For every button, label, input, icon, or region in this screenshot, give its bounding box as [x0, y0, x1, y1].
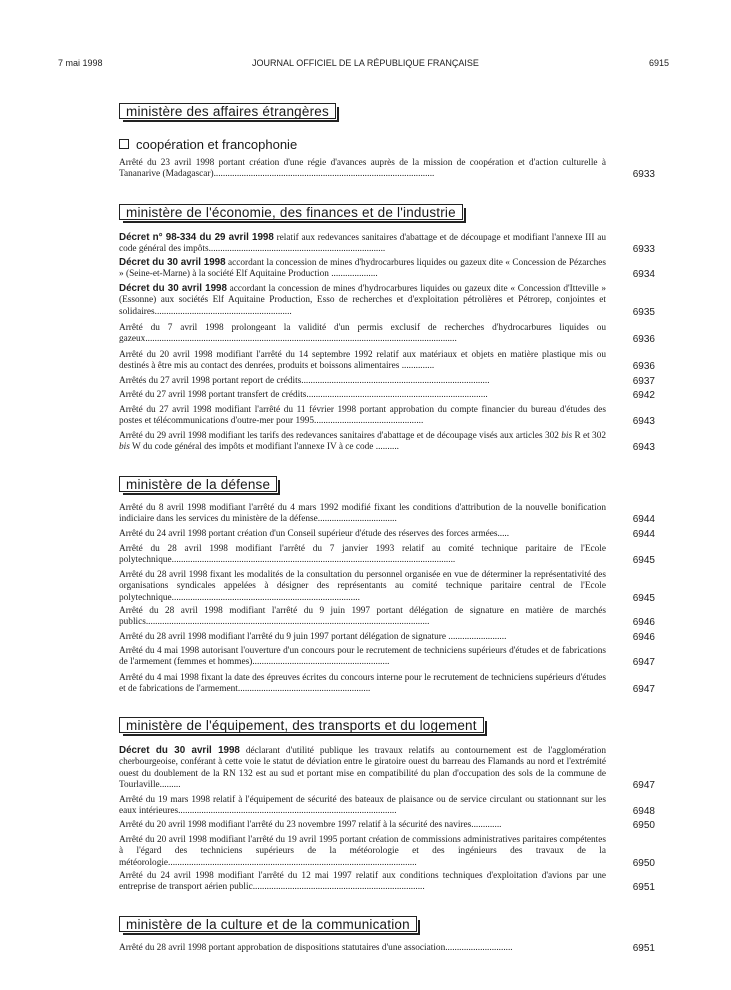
entry-text: Arrêté du 20 avril 1998 modifiant l'arrêté du 23 novembre 1997 relatif à la sécurité des navires............. — [119, 820, 502, 830]
toc-entry[interactable] — [119, 350, 655, 373]
entry-page: 6934 — [632, 269, 655, 281]
ministry-heading-economie: ministère de l'économie, des finances et de l'industrie — [119, 204, 463, 220]
toc-entry[interactable] — [119, 431, 655, 454]
entry-text: Arrêté du 28 avril 1998 modifiant l'arrêté du 7 janvier 1993 relatif au comité technique paritaire de l'Ecole polytechnique.......................................................................................................................... — [119, 544, 606, 566]
entry-page: 6950 — [632, 857, 655, 869]
entry-page: 6947 — [632, 657, 655, 669]
entry-text: Arrêté du 28 avril 1998 modifiant l'arrêté du 9 juin 1997 portant délégation de signature ......................... — [119, 632, 507, 642]
entry-text: Arrêtés du 27 avril 1998 portant report de crédits................................................................................. — [119, 376, 490, 386]
toc-entry[interactable] — [119, 835, 655, 869]
toc-entry[interactable] — [119, 871, 655, 894]
entry-text: Arrêté du 28 avril 1998 portant approbation de dispositions statutaires d'une association............................. — [119, 943, 513, 953]
toc-entry[interactable] — [119, 503, 655, 526]
toc-entry[interactable] — [119, 632, 655, 643]
ministry-heading-culture: ministère de la culture et de la communication — [119, 916, 417, 932]
entry-text: Arrêté du 28 avril 1998 fixant les modalités de la consultation du personnel organisée en vue de déterminer la représentativité des organisations syndicales appelées à désigner des représentants au comité technique paritaire central de l'Ecole polytechnique................................................................................. — [119, 570, 606, 603]
entry-text: Arrêté du 24 avril 1998 modifiant l'arrêté du 12 mai 1997 relatif aux conditions techniques d'exploitation d'avions par une entreprise de transport aérien public.......................................................................... — [119, 871, 606, 893]
entry-text: Arrêté du 28 avril 1998 modifiant l'arrêté du 9 juin 1997 portant délégation de signature en matière de marchés publics.......................................................................................................................... — [119, 606, 606, 628]
toc-entry[interactable] — [119, 376, 655, 387]
entry-page: 6935 — [632, 306, 655, 318]
entry-page: 6936 — [632, 334, 655, 346]
entry-page: 6945 — [632, 592, 655, 604]
entry-text: Arrêté du 20 avril 1998 modifiant l'arrêté du 14 septembre 1992 relatif aux matériaux et objets en matière plastique mis ou destinés à être mis au contact des denrées, produits et boissons alimentaires .............. — [119, 350, 606, 372]
entry-text: Arrêté du 4 mai 1998 fixant la date des épreuves écrites du concours interne pour le recrutement de techniciens supérieurs d'études et de fabrications de l'armement......................................................... — [119, 673, 606, 695]
entry-text: Arrêté du 27 avril 1998 modifiant l'arrêté du 11 février 1998 portant approbation du compte financier du bureau d'études des postes et télécommunications d'outre-mer pour 1995............................................... — [119, 405, 606, 427]
ministry-heading-affaires-etrangeres: ministère des affaires étrangères — [119, 103, 336, 119]
entry-page: 6936 — [632, 361, 655, 373]
toc-entry[interactable] — [119, 795, 655, 818]
ministry-heading-equipement: ministère de l'équipement, des transports et du logement — [119, 717, 484, 733]
toc-entry[interactable] — [119, 570, 655, 604]
entry-text: Arrêté du 4 mai 1998 autorisant l'ouverture d'un concours pour le recrutement de techniciens supérieurs d'études et de fabrications de l'armement (femmes et hommes)........................................................... — [119, 646, 606, 668]
entry-text: Décret du 30 avril 1998 déclarant d'utilité publique les travaux relatifs au contournement est de l'agglomération cherbourgeoise, conférant à cette voie le statut de déviation entre le giratoire ouest du barreau des Flamands au nord et l'extrémité ouest du doublement de la RN 132 est au sud et portant mise en compatibilité du plan d'occupation des sols de la commune de Tourlaville......... — [119, 745, 606, 791]
entry-page: 6943 — [632, 416, 655, 428]
entry-page: 6937 — [632, 376, 655, 387]
toc-entry[interactable] — [119, 544, 655, 567]
entry-page: 6947 — [632, 684, 655, 696]
entry-page: 6943 — [632, 442, 655, 454]
entry-page: 6944 — [632, 529, 655, 540]
entry-page: 6944 — [632, 514, 655, 526]
entry-text: Arrêté du 20 avril 1998 modifiant l'arrêté du 19 avril 1995 portant création de commissions administratives paritaires compétentes à l'égard des techniciens supérieurs de la météorologie et des ingénieurs des travaux de la météorologie........................................................................................................... — [119, 835, 606, 868]
entry-page: 6933 — [632, 244, 655, 256]
toc-entry[interactable] — [119, 283, 655, 318]
toc-entry[interactable] — [119, 606, 655, 629]
header-title: JOURNAL OFFICIEL DE LA RÉPUBLIQUE FRANÇAISE — [252, 58, 479, 68]
entry-page: 6945 — [632, 555, 655, 567]
entry-lead: Décret du 30 avril 1998 — [119, 257, 226, 268]
toc-entry[interactable] — [119, 646, 655, 669]
subsection-label: coopération et francophonie — [136, 137, 298, 152]
toc-entry[interactable] — [119, 257, 655, 281]
subsection-heading-cooperation — [119, 137, 297, 152]
entry-page: 6951 — [632, 882, 655, 894]
entry-text: Arrêté du 7 avril 1998 prolongeant la validité d'un permis exclusif de recherches d'hydrocarbures liquides ou gazeux...................................................................................................................................... — [119, 323, 606, 345]
entry-lead: Décret du 30 avril 1998 — [119, 283, 227, 294]
entry-text: Arrêté du 29 avril 1998 modifiant les tarifs des redevances sanitaires d'abattage et de découpage visés aux articles 302 bis R et 302 bis W du code général des impôts et modifiant l'annexe IV à ce code .......... — [119, 431, 606, 453]
entry-page: 6946 — [632, 617, 655, 629]
entry-text: Arrêté du 23 avril 1998 portant création d'une régie d'avances auprès de la mission de coopération et d'action culturelle à Tananarive (Madagascar)............................................................................................... — [119, 158, 606, 180]
toc-entry[interactable] — [119, 745, 655, 792]
entry-lead: Décret n° 98-334 du 29 avril 1998 — [119, 232, 274, 243]
entry-text: Arrêté du 19 mars 1998 relatif à l'équipement de sécurité des bateaux de plaisance ou de service circulant ou stationnant sur les eaux intérieures.............................................................................................. — [119, 795, 606, 817]
entry-text: Décret du 30 avril 1998 accordant la concession de mines d'hydrocarbures liquides ou gazeux dite « Concession de Pézarches » (Seine-et-Marne) à la société Elf Aquitaine Production .................... — [119, 257, 606, 280]
checkbox-square-icon — [119, 139, 129, 149]
header-page-number: 6915 — [648, 58, 669, 68]
entry-text: Décret du 30 avril 1998 accordant la concession de mines d'hydrocarbures liquides ou gazeux dite « Concession d'Itteville » (Essonne) aux sociétés Elf Aquitaine Production, Esso de recherches et d'exploitation pétrolières et Pétrorep, conjointes et solidaires........................................................... — [119, 283, 606, 317]
toc-entry[interactable] — [119, 673, 655, 696]
entry-lead: Décret du 30 avril 1998 — [119, 745, 240, 756]
toc-entry[interactable] — [119, 158, 655, 181]
entry-page: 6942 — [632, 390, 655, 401]
header-date: 7 mai 1998 — [58, 58, 103, 68]
page-header — [0, 58, 731, 72]
entry-page: 6951 — [632, 943, 655, 954]
entry-text: Arrêté du 27 avril 1998 portant transfert de crédits.............................................................................. — [119, 390, 488, 400]
ministry-heading-defense: ministère de la défense — [119, 476, 277, 492]
entry-page: 6933 — [632, 169, 655, 181]
entry-page: 6947 — [632, 780, 655, 792]
entry-page: 6946 — [632, 632, 655, 643]
entry-text: Arrêté du 8 avril 1998 modifiant l'arrêté du 4 mars 1992 modifié fixant les conditions d'attribution de la nouvelle bonification indiciaire dans les services du ministère de la défense.................................. — [119, 503, 606, 525]
toc-entry[interactable] — [119, 820, 655, 831]
toc-entry[interactable] — [119, 529, 655, 540]
entry-text: Arrêté du 24 avril 1998 portant création d'un Conseil supérieur d'étude des réserves des forces armées..... — [119, 529, 510, 539]
toc-entry[interactable] — [119, 323, 655, 346]
toc-entry[interactable] — [119, 232, 655, 256]
entry-page: 6948 — [632, 806, 655, 818]
toc-entry[interactable] — [119, 943, 655, 954]
entry-page: 6950 — [632, 820, 655, 831]
toc-entry[interactable] — [119, 405, 655, 428]
toc-entry[interactable] — [119, 390, 655, 401]
entry-text: Décret n° 98-334 du 29 avril 1998 relatif aux redevances sanitaires d'abattage et de découpage et modifiant l'annexe III au code général des impôts............................................................................ — [119, 232, 606, 255]
